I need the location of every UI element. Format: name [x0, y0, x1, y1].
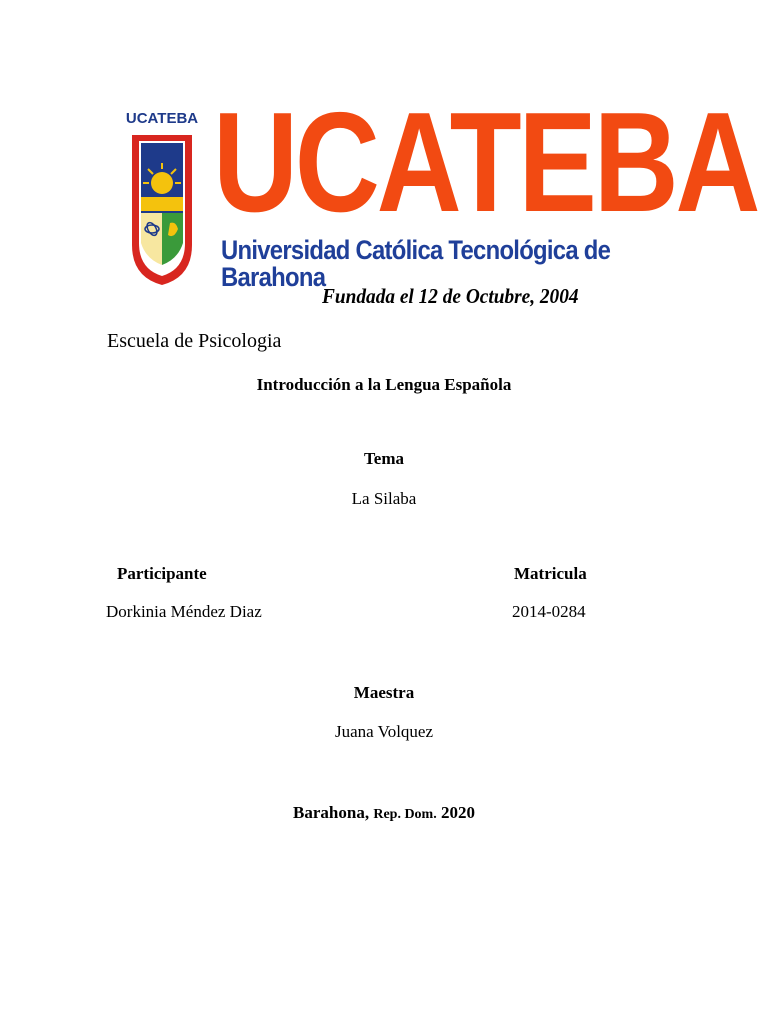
topic-value: La Silaba [351, 489, 417, 508]
topic-label: Tema [364, 449, 404, 468]
enrollment-number: 2014-0284 [512, 602, 586, 621]
sun-icon [151, 172, 173, 194]
teacher-name: Juana Volquez [334, 722, 434, 741]
brand-title: UCATEBA [213, 83, 758, 242]
enrollment-label: Matricula [514, 564, 587, 583]
footer-country: Rep. Dom. [373, 807, 437, 822]
teacher-label: Maestra [353, 683, 415, 702]
footer-city: Barahona, [293, 803, 370, 822]
crest-banner [141, 143, 183, 151]
course-name: Introducción a la Lengua Española [256, 375, 512, 394]
footer-year: 2020 [440, 803, 475, 822]
brand-subtitle: Universidad Católica Tecnológica de Barahona [221, 235, 611, 292]
footer-location-date [0, 803, 768, 823]
school-name: Escuela de Psicologia [107, 330, 282, 352]
participant-name: Dorkinia Méndez Diaz [106, 602, 262, 621]
crest-text: UCATEBA [126, 110, 198, 127]
crest-band [141, 197, 183, 211]
brand-founded-date: Fundada el 12 de Octubre, 2004 [322, 284, 579, 308]
participant-label: Participante [117, 564, 207, 583]
university-crest-logo [126, 105, 198, 290]
